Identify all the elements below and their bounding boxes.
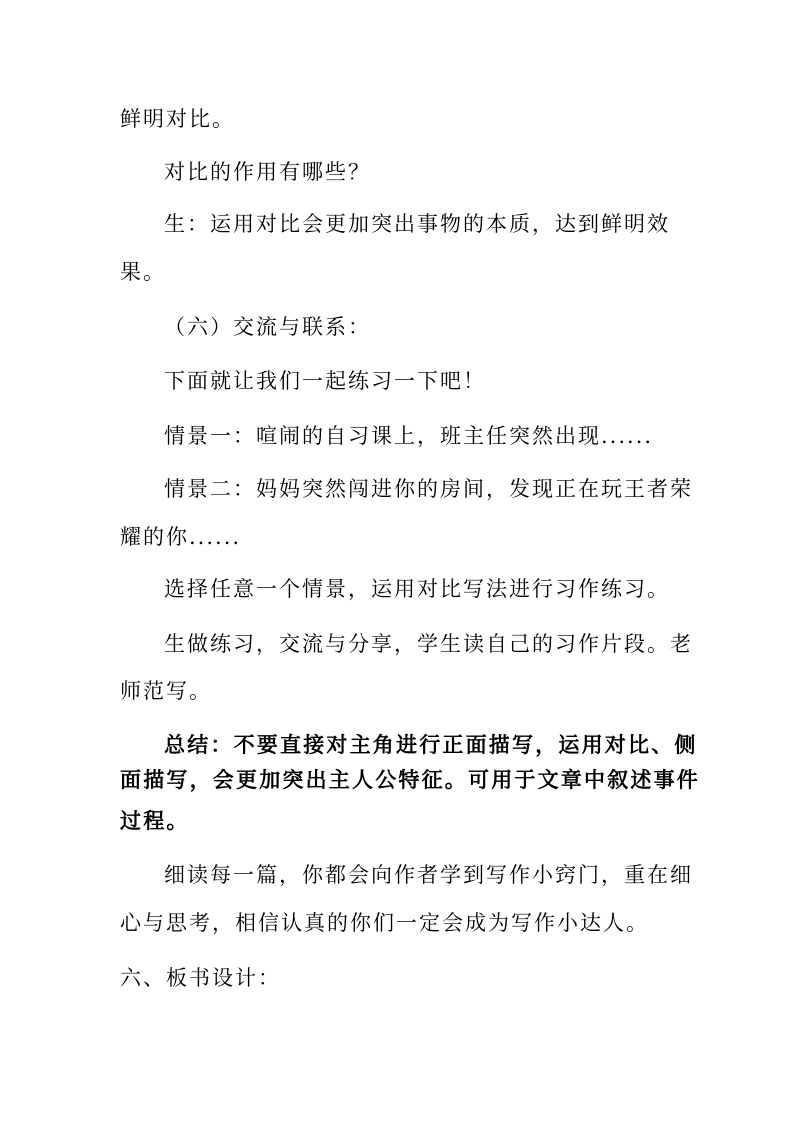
scenario-two-line-2: 耀的你...... <box>120 525 242 549</box>
scenario-one: 情景一：喧闹的自习课上，班主任突然出现...... <box>164 424 654 448</box>
summary-line-2: 面描写，会更加突出主人公特征。可用于文章中叙述事件 <box>120 767 700 792</box>
text-line-16: 细读每一篇，你都会向作者学到写作小窍门，重在细 <box>164 863 693 887</box>
text-line-17: 心与思考，相信认真的你们一定会成为写作小达人。 <box>120 911 649 935</box>
section-title-board-design: 六、板书设计： <box>120 966 281 990</box>
text-line-2: 对比的作用有哪些？ <box>164 160 371 184</box>
section-heading: （六）交流与联系： <box>164 315 371 339</box>
summary-line-1: 总结：不要直接对主角进行正面描写，运用对比、侧 <box>164 732 698 757</box>
text-line-12: 师范写。 <box>120 679 212 703</box>
text-line-3: 生：运用对比会更加突出事物的本质，达到鲜明效 <box>164 212 670 236</box>
summary-line-3: 过程。 <box>120 808 190 833</box>
text-line-11: 生做练习，交流与分享，学生读自己的习作片段。老 <box>164 632 693 656</box>
text-line-4: 果。 <box>120 260 166 284</box>
text-line-6: 下面就让我们一起练习一下吧！ <box>164 369 486 393</box>
text-line-1: 鲜明对比。 <box>120 107 235 131</box>
text-line-10: 选择任意一个情景，运用对比写法进行习作练习。 <box>164 577 670 601</box>
scenario-two-line-1: 情景二：妈妈突然闯进你的房间，发现正在玩王者荣 <box>164 477 693 501</box>
